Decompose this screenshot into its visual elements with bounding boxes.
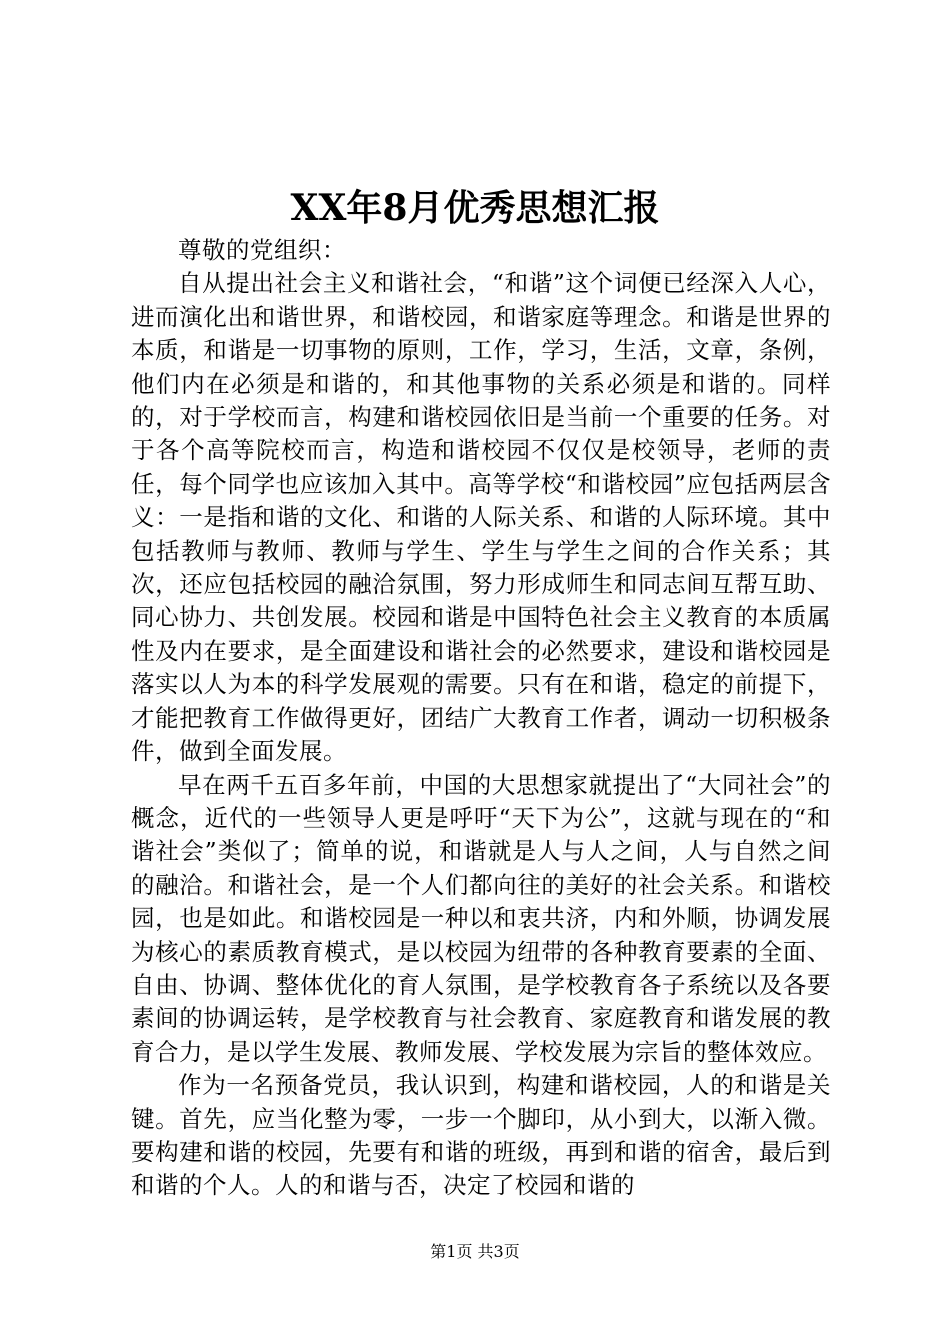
document-title: XX年8月优秀思想汇报 xyxy=(290,187,660,229)
paragraph-1: 自从提出社会主义和谐社会，“和谐”这个词便已经深入人心，进而演化出和谐世界，和谐校园，和谐家庭等理念。和谐是世界的本质，和谐是一切事物的原则，工作，学习，生活，文章，条例，他们内在必须是和谐的，和其他事物的关系必须是和谐的。同样的，对于学校而言，构建和谐校园依旧是当前一个重要的任务。对于各个高等院校而言，构造和谐校园不仅仅是校领导，老师的责任，每个同学也应该加入其中。高等学校“和谐校园”应包括两层含义：一是指和谐的文化、和谐的人际关系、和谐的人际环境。其中包括教师与教师、教师与学生、学生与学生之间的合作关系；其次，还应包括校园的融洽氛围，努力形成师生和同志间互帮互助、同心协力、共创发展。校园和谐是中国特色社会主义教育的本质属性及内在要求，是全面建设和谐社会的必然要求，建设和谐校园是落实以人为本的科学发展观的需要。只有在和谐，稳定的前提下，才能把教育工作做得更好，团结广大教育工作者，调动一切积极条件，做到全面发展。 xyxy=(131,269,831,766)
paragraph-2: 早在两千五百多年前，中国的大思想家就提出了“大同社会”的概念，近代的一些领导人更是呼吁“天下为公”，这就与现在的“和谐社会”类似了；简单的说，和谐就是人与人之间，人与自然之间的融洽。和谐社会，是一个人们都向往的美好的社会关系。和谐校园，也是如此。和谐校园是一种以和衷共济，内和外顺，协调发展为核心的素质教育模式，是以校园为纽带的各种教育要素的全面、自由、协调、整体优化的育人氛围，是学校教育各子系统以及各要素间的协调运转，是学校教育与社会教育、家庭教育和谐发展的教育合力，是以学生发展、教师发展、学校发展为宗旨的整体效应。 xyxy=(131,770,831,1066)
paragraph-3: 作为一名预备党员，我认识到，构建和谐校园，人的和谐是关键。首先，应当化整为零，一步一个脚印，从小到大，以渐入微。要构建和谐的校园，先要有和谐的班级，再到和谐的宿舍，最后到和谐的个人。人的和谐与否，决定了校园和谐的 xyxy=(131,1071,831,1200)
salutation: 尊敬的党组织： xyxy=(178,236,346,264)
document-body xyxy=(131,234,831,1203)
page-footer: 第1页 共3页 xyxy=(430,1242,520,1261)
